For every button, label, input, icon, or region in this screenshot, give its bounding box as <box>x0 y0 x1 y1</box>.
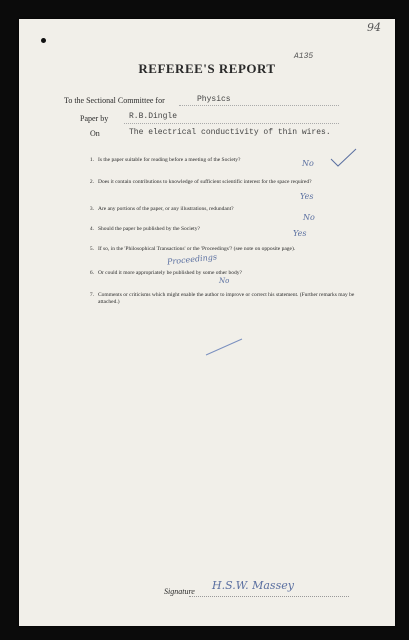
answer: Yes <box>300 192 314 201</box>
question-number: 3. <box>89 206 94 212</box>
paper-author: R.B.Dingle <box>129 112 178 121</box>
question-number: 4. <box>89 226 94 232</box>
question-text: Are any portions of the paper, or any illustrations, redundant? <box>98 206 234 212</box>
paper-title: The electrical conductivity of thin wires. <box>129 128 331 137</box>
question-number: 6. <box>89 270 94 276</box>
punch-hole <box>41 38 46 43</box>
question-number: 7. <box>89 292 94 298</box>
question-number: 5. <box>89 246 94 252</box>
committee-label: To the Sectional Committee for <box>64 96 165 105</box>
question-number: 2. <box>89 179 94 185</box>
page-title: REFEREE'S REPORT <box>138 61 276 76</box>
signature-label: Signature <box>164 587 195 596</box>
folio-number: 94 <box>367 21 381 34</box>
on-label: On <box>90 129 100 138</box>
signature-line <box>189 596 349 597</box>
answer: Yes <box>293 229 307 238</box>
answer: No <box>303 213 315 222</box>
reference-number: A135 <box>294 52 314 61</box>
paper-line <box>124 123 339 124</box>
pen-stroke <box>204 337 244 357</box>
check-mark-icon <box>329 147 359 169</box>
committee-value: Physics <box>197 95 231 104</box>
report-sheet <box>19 19 395 626</box>
question-text: Is the paper suitable for reading before a meeting of the Society? <box>98 157 241 163</box>
answer: No <box>219 277 230 285</box>
answer: Proceedings <box>166 252 218 267</box>
committee-line <box>179 105 339 106</box>
question-text: If so, in the 'Philosophical Transactions' or the 'Proceedings'? (see note on opposite page). <box>98 246 296 252</box>
answer: No <box>302 159 314 168</box>
question-number: 1. <box>89 157 94 163</box>
question-text: Should the paper be published by the Society? <box>98 226 200 232</box>
question-text: Does it contain contributions to knowledge of sufficient scientific interest for the space required? <box>98 179 312 185</box>
question-text: Comments or criticisms which might enable the author to improve or correct his statement. (Further remarks may be attached.) <box>98 292 355 305</box>
question-text: Or could it more appropriately be published by some other body? <box>98 270 242 276</box>
signature: H.S.W. Massey <box>212 579 294 592</box>
paper-label: Paper by <box>80 114 109 123</box>
